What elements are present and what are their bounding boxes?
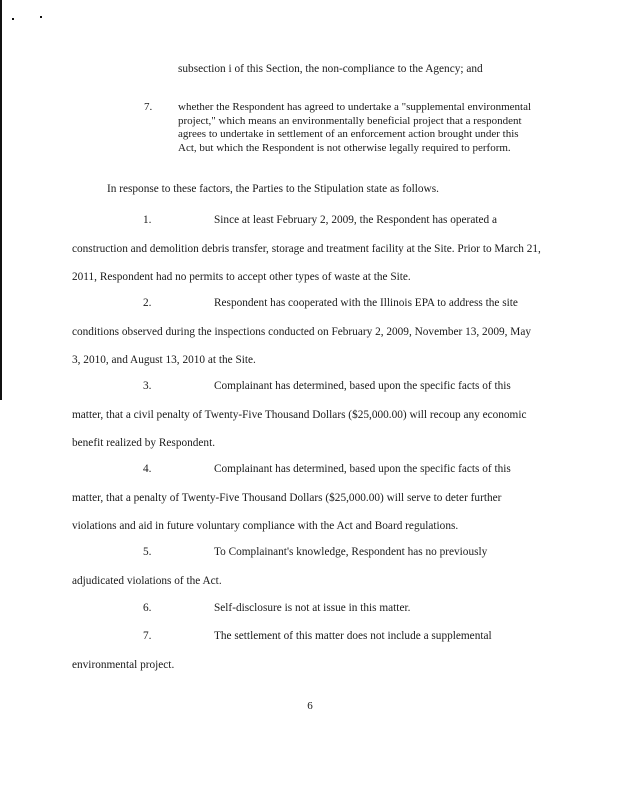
paragraph-2 (72, 289, 542, 375)
paragraph-7-text: The settlement of this matter does not include a supplemental environmental project. (72, 630, 492, 671)
paragraph-6-number: 6. (143, 602, 152, 614)
paragraph-1-text: Since at least February 2, 2009, the Respondent has operated a construction and demolition debris transfer, storage and treatment facility at the Site. Prior to March 21, 2011, Respondent had no permits to accept other types of waste at the Site. (72, 214, 541, 284)
paragraph-4-number: 4. (143, 463, 152, 475)
lead-in-statement: In response to these factors, the Parties to the Stipulation state as follows. (107, 183, 439, 195)
paragraph-3-text: Complainant has determined, based upon the specific facts of this matter, that a civil penalty of Twenty-Five Thousand Dollars ($25,000.00) will recoup any economic benefit realized by Respondent. (72, 380, 527, 450)
paragraph-4 (72, 455, 542, 541)
scan-artifact-left-edge (0, 0, 2, 400)
scan-artifact-dot (40, 16, 42, 18)
paragraph-1 (72, 206, 542, 292)
paragraph-6-text: Self-disclosure is not at issue in this matter. (214, 602, 411, 614)
paragraph-4-text: Complainant has determined, based upon the specific facts of this matter, that a penalty of Twenty-Five Thousand Dollars ($25,000.00) will serve to deter further violations and aid in future voluntary compliance with the Act and Board regulations. (72, 463, 511, 533)
paragraph-2-number: 2. (143, 297, 152, 309)
paragraph-7-number: 7. (143, 630, 152, 642)
paragraph-6 (72, 594, 542, 623)
paragraph-3-number: 3. (143, 380, 152, 392)
paragraph-5-text: To Complainant's knowledge, Respondent has no previously adjudicated violations of the Act. (72, 546, 488, 587)
paragraph-7 (72, 622, 542, 679)
paragraph-2-text: Respondent has cooperated with the Illinois EPA to address the site conditions observed during the inspections conducted on February 2, 2009, November 13, 2009, May 3, 2010, and August 13, 2010 at the Site. (72, 297, 532, 367)
intro-continuation: subsection i of this Section, the non-compliance to the Agency; and (178, 63, 483, 75)
paragraph-3 (72, 372, 542, 458)
page-number: 6 (307, 700, 313, 712)
factor-item-7-number: 7. (144, 101, 153, 113)
scan-artifact-dot (12, 18, 14, 20)
paragraph-5-number: 5. (143, 546, 152, 558)
paragraph-1-number: 1. (143, 214, 152, 226)
factor-item-7-text: whether the Respondent has agreed to undertake a "supplemental environmental project," which means an environmentally beneficial project that a respondent agrees to undertake in settlement of an enforcement action brought under this Act, but which the Respondent is not otherwise legally required to perform. (178, 101, 532, 154)
paragraph-5 (72, 538, 542, 595)
